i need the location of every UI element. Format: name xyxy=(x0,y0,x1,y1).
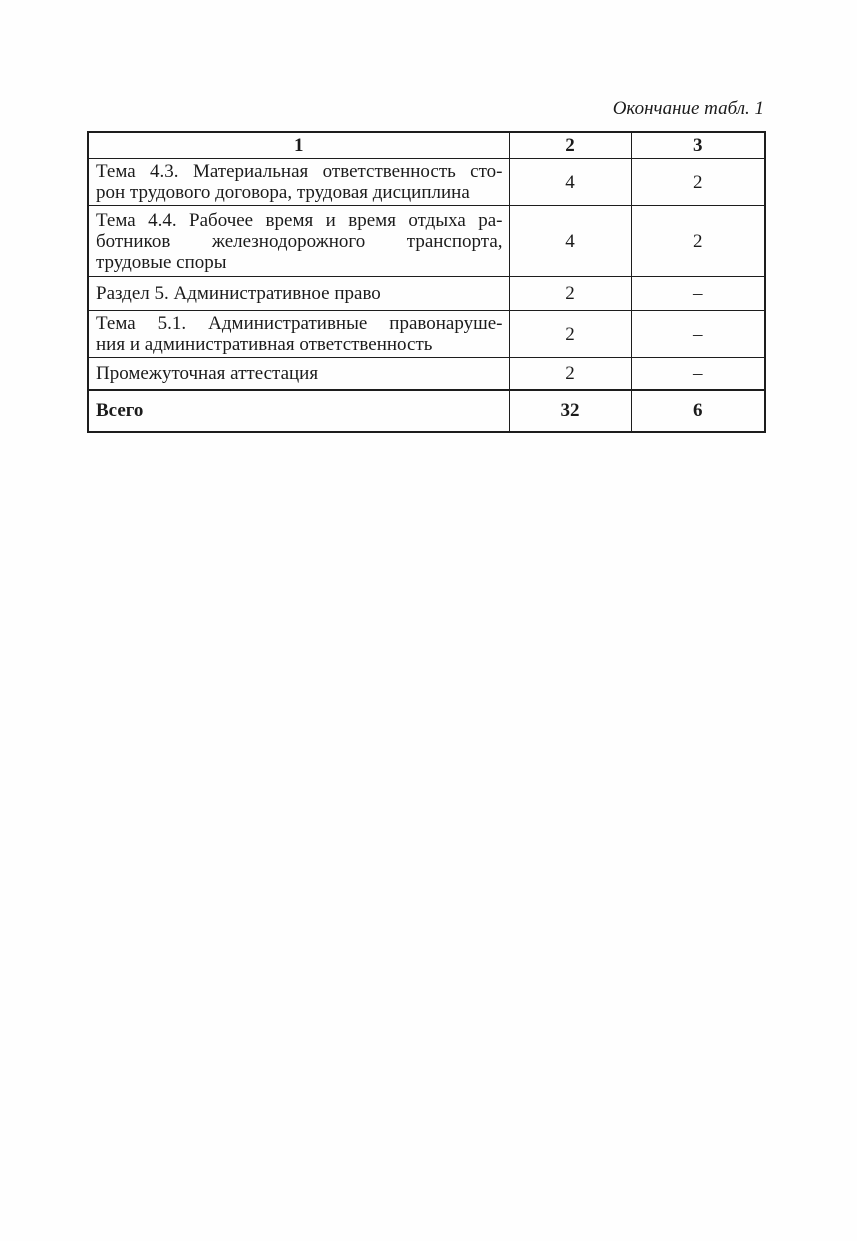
total-col2-value: 32 xyxy=(509,390,631,432)
col3-header: 3 xyxy=(631,132,765,159)
table-row xyxy=(88,159,765,206)
col2-value: 2 xyxy=(509,277,631,311)
col1-header: 1 xyxy=(88,132,509,159)
col2-value: 4 xyxy=(509,206,631,277)
col3-value: – xyxy=(631,311,765,358)
curriculum-table xyxy=(87,131,766,433)
col3-value: – xyxy=(631,358,765,390)
topic-cell: Тема 5.1. Административные правонаруше- ния и административная ответственность xyxy=(88,311,509,358)
total-row xyxy=(88,390,765,432)
table-row xyxy=(88,206,765,277)
total-col3-value: 6 xyxy=(631,390,765,432)
col2-value: 2 xyxy=(509,311,631,358)
topic-cell: Тема 4.4. Рабочее время и время отдыха ра- ботников железнодорожного транспорта, трудовые споры xyxy=(88,206,509,277)
table-continuation-caption: Окончание табл. 1 xyxy=(612,98,764,119)
table-row xyxy=(88,277,765,311)
table-header-row xyxy=(88,132,765,159)
col2-value: 4 xyxy=(509,159,631,206)
topic-cell: Тема 4.3. Материальная ответственность сто- рон трудового договора, трудовая дисциплина xyxy=(88,159,509,206)
total-label-cell: Всего xyxy=(88,390,509,432)
col2-value: 2 xyxy=(509,358,631,390)
col3-value: – xyxy=(631,277,765,311)
col2-header: 2 xyxy=(509,132,631,159)
table-row xyxy=(88,358,765,390)
table-row xyxy=(88,311,765,358)
col3-value: 2 xyxy=(631,159,765,206)
topic-cell: Раздел 5. Административное право xyxy=(88,277,509,311)
topic-cell: Промежуточная аттестация xyxy=(88,358,509,390)
col3-value: 2 xyxy=(631,206,765,277)
